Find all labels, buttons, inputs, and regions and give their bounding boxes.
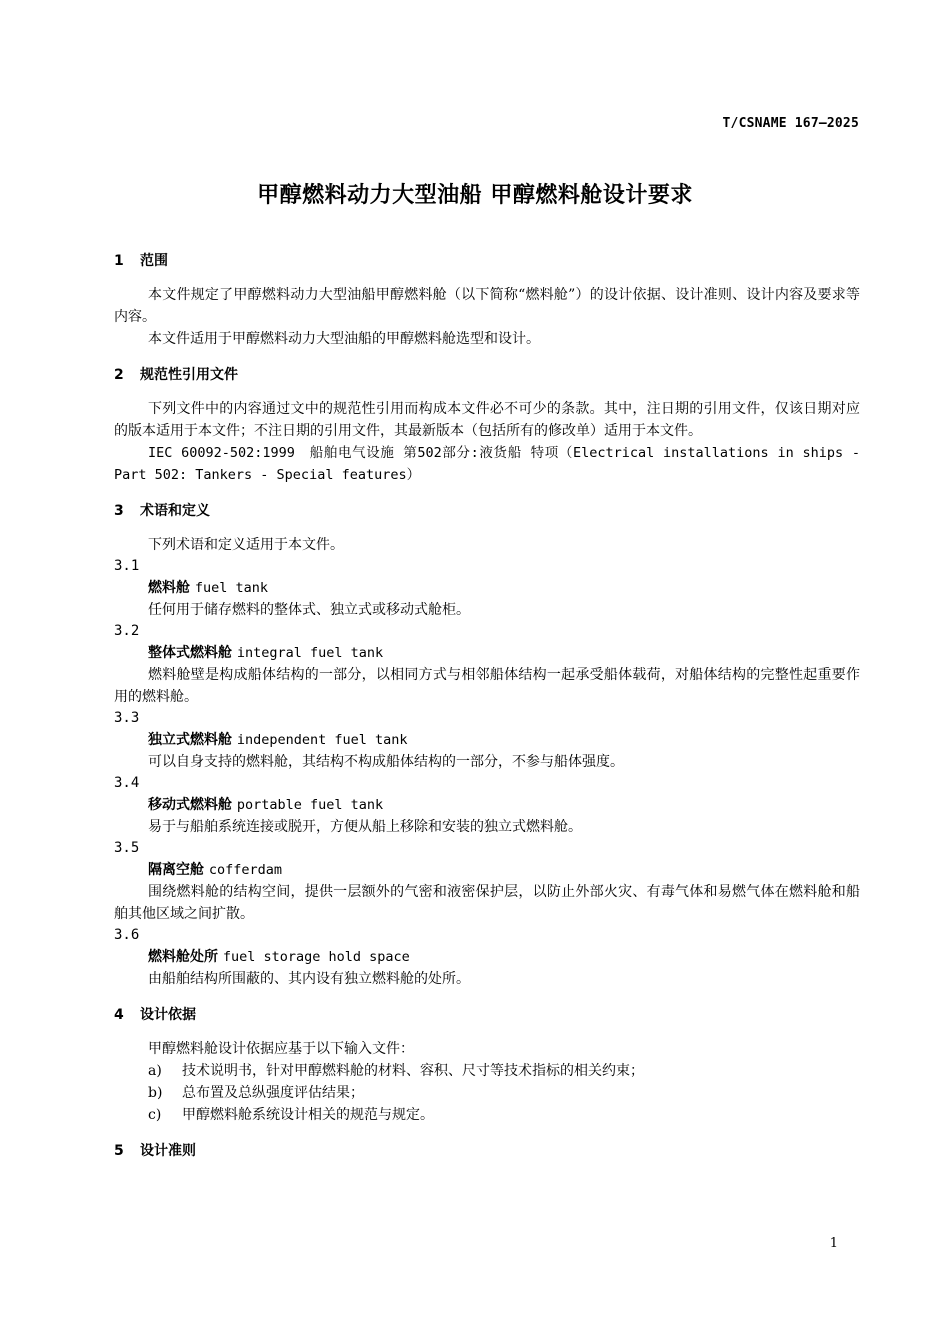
term-en: fuel storage hold space bbox=[222, 949, 410, 965]
paragraph: 本文件规定了甲醇燃料动力大型油船甲醇燃料舱（以下简称“燃料舱”）的设计依据、设计准则、设计内容及要求等内容。 bbox=[114, 287, 860, 325]
list-item bbox=[114, 1104, 860, 1126]
term-zh: 移动式燃料舱 bbox=[148, 797, 232, 813]
term-definition: 任何用于储存燃料的整体式、独立式或移动式舱柜。 bbox=[148, 602, 470, 618]
term-number: 3.6 bbox=[114, 927, 140, 943]
paragraph: 下列术语和定义适用于本文件。 bbox=[148, 537, 344, 553]
section-number: 2 bbox=[114, 367, 124, 383]
term-definition: 燃料舱壁是构成船体结构的一部分，以相同方式与相邻船体结构一起承受船体载荷，对船体结构的完整性起重要作用的燃料舱。 bbox=[114, 667, 860, 705]
term-title bbox=[114, 729, 860, 751]
term-title bbox=[114, 642, 860, 664]
list-item bbox=[114, 1060, 860, 1082]
section-heading-design-basis bbox=[114, 1004, 860, 1026]
term-en: fuel tank bbox=[194, 580, 269, 596]
term-number: 3.3 bbox=[114, 710, 140, 726]
paragraph: 甲醇燃料舱设计依据应基于以下输入文件： bbox=[148, 1041, 414, 1057]
section-number: 1 bbox=[114, 253, 124, 269]
section-number: 4 bbox=[114, 1007, 124, 1023]
term-en: independent fuel tank bbox=[236, 732, 408, 748]
document-title: 甲醇燃料动力大型油船 甲醇燃料舱设计要求 bbox=[257, 183, 693, 208]
section-title: 规范性引用文件 bbox=[140, 367, 238, 383]
list-marker: b) bbox=[148, 1085, 163, 1101]
term-zh: 隔离空舱 bbox=[148, 862, 204, 878]
term-zh: 整体式燃料舱 bbox=[148, 645, 232, 661]
term-zh: 燃料舱 bbox=[148, 580, 190, 596]
section-heading-scope bbox=[114, 250, 860, 272]
term-title bbox=[114, 794, 860, 816]
section-title: 术语和定义 bbox=[140, 503, 210, 519]
section-number: 5 bbox=[114, 1143, 124, 1159]
reference-entry: IEC 60092-502:1999 船舶电气设施 第502部分:液货船 特项（Electrical installations in ships - Part 502: Tankers - Special features） bbox=[114, 445, 860, 483]
term-definition: 易于与船舶系统连接或脱开，方便从船上移除和安装的独立式燃料舱。 bbox=[148, 819, 582, 835]
list-marker: a) bbox=[148, 1063, 162, 1079]
section-heading-normative-references bbox=[114, 364, 860, 386]
term-number: 3.2 bbox=[114, 623, 140, 639]
term-title bbox=[114, 859, 860, 881]
section-heading-design-criteria bbox=[114, 1140, 860, 1162]
paragraph: 下列文件中的内容通过文中的规范性引用而构成本文件必不可少的条款。其中，注日期的引用文件，仅该日期对应的版本适用于本文件；不注日期的引用文件，其最新版本（包括所有的修改单）适用于本文件。 bbox=[114, 401, 860, 439]
section-title: 设计依据 bbox=[140, 1007, 196, 1023]
section-title: 设计准则 bbox=[140, 1143, 196, 1159]
term-number: 3.1 bbox=[114, 558, 140, 574]
list-text: 技术说明书，针对甲醇燃料舱的材料、容积、尺寸等技术指标的相关约束； bbox=[182, 1063, 644, 1079]
list-text: 甲醇燃料舱系统设计相关的规范与规定。 bbox=[182, 1107, 434, 1123]
section-heading-terms-definitions bbox=[114, 500, 860, 522]
term-title bbox=[114, 577, 860, 599]
term-definition: 由船舶结构所围蔽的、其内设有独立燃料舱的处所。 bbox=[148, 971, 470, 987]
page-number: 1 bbox=[829, 1236, 838, 1251]
section-title: 范围 bbox=[140, 253, 168, 269]
list-marker: c) bbox=[148, 1107, 162, 1123]
standard-number: T/CSNAME 167—2025 bbox=[722, 116, 859, 131]
section-number: 3 bbox=[114, 503, 124, 519]
term-en: integral fuel tank bbox=[236, 645, 384, 661]
term-zh: 独立式燃料舱 bbox=[148, 732, 232, 748]
term-title bbox=[114, 946, 860, 968]
document-body bbox=[114, 250, 860, 1174]
term-en: cofferdam bbox=[208, 862, 283, 878]
list-text: 总布置及总纵强度评估结果； bbox=[182, 1085, 364, 1101]
term-en: portable fuel tank bbox=[236, 797, 384, 813]
term-zh: 燃料舱处所 bbox=[148, 949, 218, 965]
paragraph: 本文件适用于甲醇燃料动力大型油船的甲醇燃料舱选型和设计。 bbox=[148, 331, 540, 347]
term-number: 3.5 bbox=[114, 840, 140, 856]
term-number: 3.4 bbox=[114, 775, 140, 791]
term-definition: 可以自身支持的燃料舱，其结构不构成船体结构的一部分，不参与船体强度。 bbox=[148, 754, 624, 770]
term-definition: 围绕燃料舱的结构空间，提供一层额外的气密和液密保护层，以防止外部火灾、有毒气体和易燃气体在燃料舱和船舶其他区域之间扩散。 bbox=[114, 884, 860, 922]
list-item bbox=[114, 1082, 860, 1104]
